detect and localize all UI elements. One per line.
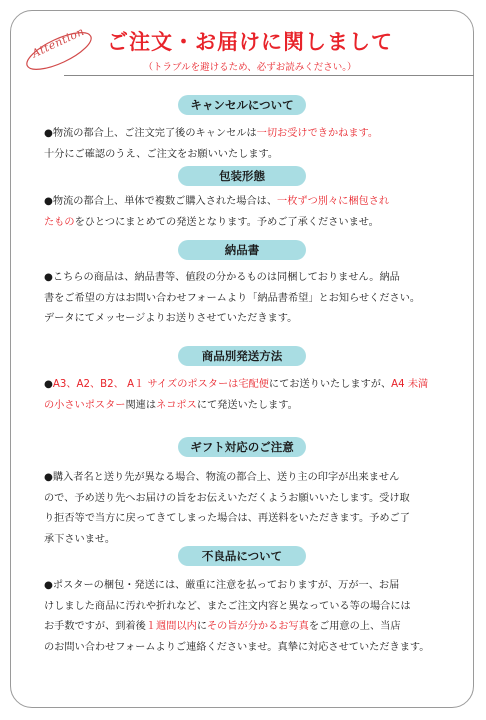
section-body-packaging: [44, 192, 464, 233]
text-line: お手数ですが、到着後１週間以内にその旨が分かるお写真をご用意の上、当店: [44, 621, 401, 632]
text-line: 十分にご確認のうえ、ご注文をお願いいたします。: [44, 148, 279, 160]
text-line: ので、予め送り先へお届けの旨をお伝えいただくようお願いいたします。受け取: [44, 492, 410, 504]
section-body-defective: [44, 576, 464, 658]
text-line: り拒否等で当方に戻ってきてしまった場合は、再送料をいただきます。予めご了: [44, 513, 410, 524]
title-divider: [64, 75, 474, 76]
section-heading-cancel: キャンセルについて: [178, 95, 306, 115]
text-line: けしました商品に汚れや折れなど、またご注文内容と異なっている等の場合には: [44, 600, 411, 612]
text-line: たものをひとつにまとめての発送となります。予めご了承くださいませ。: [44, 216, 379, 228]
text-line: ●A3、A2、B2、 A１ サイズのポスターは宅配便にてお送りいたしますが、A4 未満: [44, 379, 429, 390]
section-body-invoice: [44, 268, 464, 330]
text-line: 書をご希望の方はお問い合わせフォームより「納品書希望」とお知らせください。: [44, 292, 421, 304]
text-line: ●物流の都合上、単体で複数ご購入された場合は、一枚ずつ別々に梱包され: [44, 196, 390, 207]
section-heading-defective: 不良品について: [178, 546, 306, 566]
text-line: ●物流の都合上、ご注文完了後のキャンセルは一切お受けできかねます。: [44, 128, 379, 139]
text-line: ●こちらの商品は、納品書等、値段の分かるものは同梱しておりません。納品: [44, 272, 400, 283]
section-heading-invoice: 納品書: [178, 240, 306, 260]
section-body-cancel: [44, 124, 464, 165]
page-title: ご注文・お届けに関しまして: [107, 30, 393, 54]
text-line: 承下さいませ。: [44, 533, 116, 545]
text-line: ●購入者名と送り先が異なる場合、物流の都合上、送り主の印字が出来ません: [44, 472, 400, 483]
page-subtitle: （トラブルを避けるため、必ずお読みください。）: [143, 62, 357, 73]
section-heading-gift: ギフト対応のご注意: [178, 437, 306, 457]
text-line: の小さいポスター関連はネコポスにて発送いたします。: [44, 399, 298, 411]
section-heading-shipping: 商品別発送方法: [178, 346, 306, 366]
text-line: データにてメッセージよりお送りさせていただきます。: [44, 313, 298, 324]
attention-badge-text: Attention: [29, 24, 87, 61]
text-line: のお問い合わせフォームよりご連絡くださいませ。真摯に対応させていただきます。: [44, 641, 430, 653]
text-line: ●ポスターの梱包・発送には、厳重に注意を払っておりますが、万が一、お届: [44, 580, 400, 591]
section-body-gift: [44, 468, 464, 550]
section-body-shipping: [44, 375, 464, 416]
section-heading-packaging: 包装形態: [178, 166, 306, 186]
